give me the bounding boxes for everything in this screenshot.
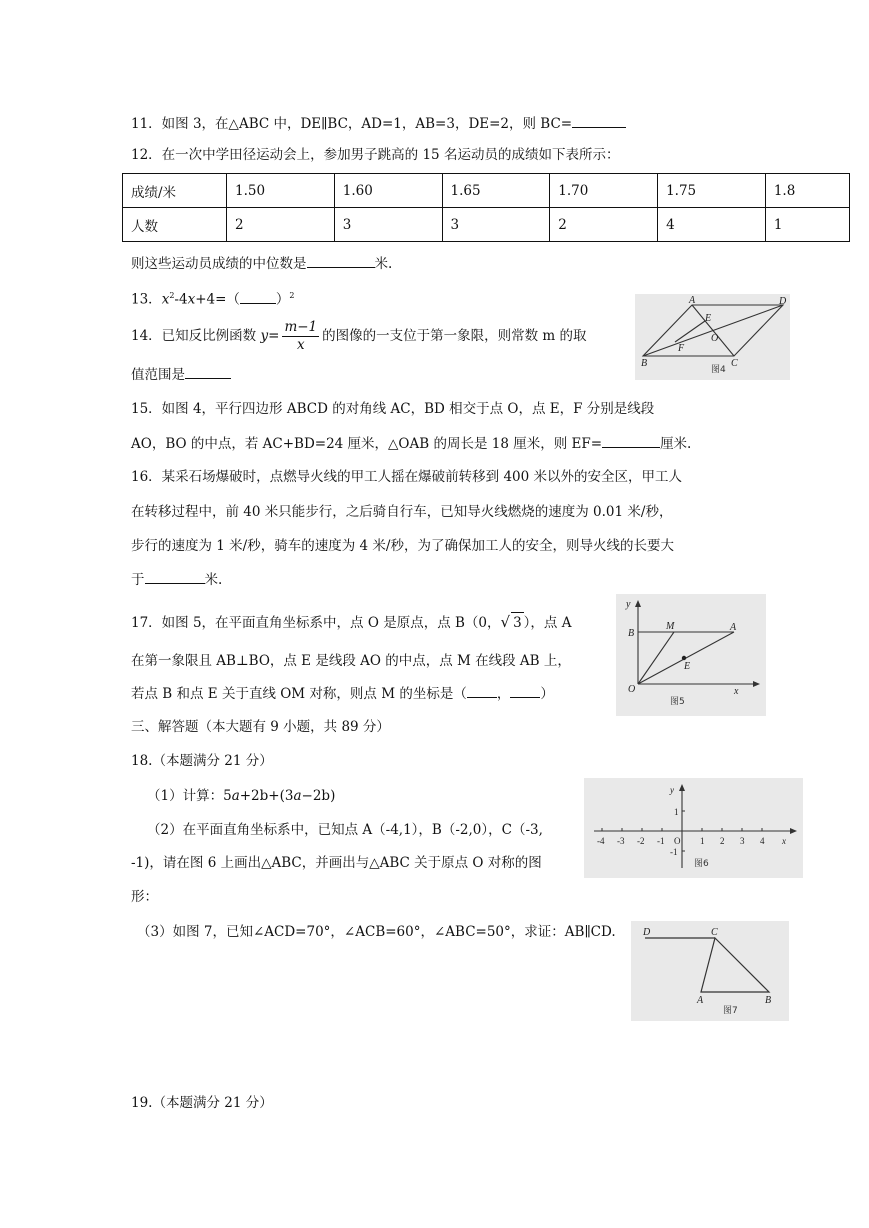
- table-cell: 人数: [123, 208, 227, 242]
- figure-7-diagram: [631, 921, 789, 1021]
- q13-var2: x: [187, 291, 196, 308]
- fig4-label-o: O: [711, 333, 719, 344]
- question-11: [131, 113, 626, 134]
- fig5-label-m: M: [666, 621, 675, 632]
- q15-text1: 15．如图 4，平行四边形 ABCD 的对角线 AC，BD 相交于点 O，点 E，F 分别是线段: [131, 401, 655, 417]
- fig5-label-x: x: [734, 686, 739, 697]
- question-18-part1: [147, 786, 335, 806]
- q14-numerator: m−1: [284, 319, 318, 335]
- q17-sqrt-value: 3: [511, 612, 524, 633]
- q14-line2: [131, 364, 231, 385]
- question-16-line3: [131, 536, 674, 556]
- q14-fraction: [282, 319, 319, 354]
- table-row: [123, 174, 850, 208]
- fig5-caption: 图5: [670, 697, 685, 707]
- fig4-label-a: A: [689, 295, 696, 306]
- fig7-label-a: A: [697, 995, 704, 1006]
- q12-answer-blank[interactable]: [307, 253, 375, 268]
- q17-text1b: ），点 A: [523, 615, 572, 631]
- q12-followup: [131, 253, 392, 274]
- fig7-label-c: C: [711, 927, 718, 938]
- fig6-tick-neg3: -3: [617, 836, 625, 846]
- q16-text2: 在转移过程中，前 40 米只能步行，之后骑自行车，已知导火线燃烧的速度为 0.01 米/秒，: [131, 504, 673, 520]
- q13-close: ）: [275, 291, 290, 308]
- fig4-label-b: B: [641, 358, 648, 369]
- question-18-part2-line2: [131, 853, 542, 873]
- q13-mid: -4: [174, 291, 188, 308]
- q15-answer-blank[interactable]: [602, 433, 660, 448]
- question-12: [131, 145, 619, 165]
- question-18-part3: [137, 922, 616, 942]
- q13-answer-blank[interactable]: [240, 289, 276, 304]
- figure-7: [631, 921, 789, 1021]
- fig4-caption: 图4: [711, 365, 726, 375]
- q14-answer-blank[interactable]: [185, 364, 231, 379]
- q13-exp: 2: [169, 291, 175, 300]
- fig5-label-b: B: [628, 628, 635, 639]
- question-15-line1: [131, 399, 654, 419]
- fig6-tick-neg4: -4: [597, 836, 605, 846]
- q15-text2: AO，BO 的中点，若 AC+BD=24 厘米，△OAB 的周长是 18 厘米，则 EF=: [131, 436, 603, 452]
- q18-p2-text1: （2）在平面直角坐标系中，已知点 A（-4,1），B（-2,0），C（-3,: [147, 822, 543, 838]
- q18-p2-text2: -1)，请在图 6 上画出△ABC，并画出与△ABC 关于原点 O 对称的图: [131, 855, 542, 871]
- q18-title-text: 18.（本题满分 21 分）: [131, 753, 273, 769]
- fig6-tick-neg1: -1: [657, 836, 665, 846]
- scores-table: [122, 173, 850, 242]
- q18-p2-text3: 形：: [131, 889, 158, 905]
- question-15-line2: [131, 433, 691, 454]
- q17-text1: 17．如图 5，在平面直角坐标系中，点 O 是原点，点 B（0，: [131, 615, 501, 631]
- question-17-line2: [131, 651, 571, 671]
- fig5-label-e: E: [684, 661, 691, 672]
- table-cell: 3: [334, 208, 442, 242]
- section-3-text: 三、解答题（本大题有 9 小题，共 89 分）: [131, 719, 390, 735]
- q12-after-text: 则这些运动员成绩的中位数是: [131, 256, 307, 272]
- q16-text3: 步行的速度为 1 米/秒，骑车的速度为 4 米/秒，为了确保加工人的安全，则导火线的长要大: [131, 538, 674, 554]
- q14-line2-text: 值范围是: [131, 367, 185, 383]
- q17-comma: ，: [496, 686, 511, 702]
- question-18-part2-line1: [147, 820, 543, 840]
- figure-5-diagram: [616, 594, 766, 716]
- q18-p1-b: +2b+(3: [239, 788, 294, 804]
- q14-suffix: 的图像的一支位于第一象限，则常数 m 的取: [322, 328, 587, 344]
- question-18-part2-line3: [131, 887, 158, 907]
- q18-p1-a: （1）计算：5: [147, 788, 232, 804]
- q13-var: x: [161, 291, 170, 308]
- q17-text3: 若点 B 和点 E 关于直线 OM 对称，则点 M 的坐标是（: [131, 686, 467, 702]
- fig6-label-y: y: [670, 785, 674, 795]
- fig4-label-c: C: [731, 358, 738, 369]
- question-16-line1: [131, 467, 682, 487]
- question-17-line3: [131, 683, 554, 704]
- fig6-origin: O: [674, 836, 681, 846]
- q12-text: 12．在一次中学田径运动会上，参加男子跳高的 15 名运动员的成绩如下表所示：: [131, 147, 620, 163]
- question-16-line2: [131, 502, 672, 522]
- table-cell: 1.65: [442, 174, 550, 208]
- q13-tail: +4=（: [195, 291, 240, 308]
- figure-6: [584, 778, 803, 878]
- question-16-line4: [131, 569, 222, 590]
- q17-close: ）: [540, 686, 554, 702]
- q16-answer-blank[interactable]: [145, 569, 205, 584]
- figure-4: [635, 294, 790, 380]
- fig6-tick-neg2: -2: [637, 836, 645, 846]
- q18-p1-var-b: a: [293, 788, 302, 804]
- q14-text: 14．已知反比例函数: [131, 328, 257, 344]
- q16-text4: 于: [131, 572, 145, 588]
- q17-answer-blank-y[interactable]: [510, 683, 540, 698]
- q14-eq: =: [268, 328, 280, 344]
- q13-number: 13．: [131, 291, 162, 308]
- table-cell: 1.60: [334, 174, 442, 208]
- q14-denominator: x: [296, 337, 305, 353]
- q18-p1-var-a: a: [231, 788, 240, 804]
- table-cell: 成绩/米: [123, 174, 227, 208]
- q12-unit: 米.: [374, 256, 393, 272]
- q19-title-text: 19.（本题满分 21 分）: [131, 1095, 273, 1111]
- table-cell: 1: [765, 208, 849, 242]
- table-cell: 1.8: [765, 174, 849, 208]
- q14-y: y: [260, 328, 269, 344]
- table-row: [123, 208, 850, 242]
- question-14: [131, 318, 587, 354]
- table-cell: 1.75: [658, 174, 766, 208]
- q15-unit: 厘米.: [660, 436, 692, 452]
- figure-6-coordinate-axes: [584, 778, 803, 878]
- section-3-heading: [131, 717, 390, 737]
- q11-text: 11．如图 3，在△ABC 中，DE∥BC，AD=1，AB=3，DE=2，则 BC=: [131, 116, 573, 132]
- fig6-tick-2: 2: [720, 836, 725, 846]
- fig6-tick-yneg1: -1: [670, 847, 678, 857]
- q16-unit: 米.: [204, 572, 223, 588]
- fig7-caption: 图7: [723, 1006, 738, 1016]
- table-cell: 1.50: [227, 174, 335, 208]
- table-cell: 4: [658, 208, 766, 242]
- figure-4-diagram: [635, 294, 790, 380]
- table-cell: 2: [550, 208, 658, 242]
- fig5-label-o: O: [628, 684, 636, 695]
- fig6-tick-y1: 1: [674, 807, 679, 817]
- q17-answer-blank-x[interactable]: [467, 683, 497, 698]
- fig6-label-x: x: [782, 836, 786, 846]
- fig4-label-f: F: [678, 343, 685, 354]
- q18-p1-c: −2b): [301, 788, 336, 804]
- fig6-caption: 图6: [694, 859, 709, 869]
- q11-answer-blank[interactable]: [572, 113, 626, 128]
- q13-exp2: 2: [289, 291, 295, 300]
- q18-p3-text: （3）如图 7，已知∠ACD=70°，∠ACB=60°，∠ABC=50°，求证：AB∥CD.: [137, 924, 616, 940]
- fig4-label-e: E: [705, 313, 712, 324]
- point-e-marker: [682, 656, 686, 660]
- table-cell: 3: [442, 208, 550, 242]
- fig6-tick-3: 3: [740, 836, 745, 846]
- fig5-label-y: y: [626, 599, 631, 610]
- fig6-tick-4: 4: [760, 836, 765, 846]
- fig6-tick-1: 1: [700, 836, 705, 846]
- q16-text1: 16．某采石场爆破时，点燃导火线的甲工人摇在爆破前转移到 400 米以外的安全区，甲工人: [131, 469, 683, 485]
- q17-text2: 在第一象限且 AB⊥BO，点 E 是线段 AO 的中点，点 M 在线段 AB 上，: [131, 653, 571, 669]
- fig5-label-a: A: [730, 622, 737, 633]
- fig7-label-b: B: [765, 995, 772, 1006]
- fig4-label-d: D: [779, 296, 787, 307]
- fig7-label-d: D: [643, 927, 651, 938]
- table-cell: 1.70: [550, 174, 658, 208]
- question-19-title: [131, 1093, 273, 1113]
- question-18-title: [131, 751, 273, 771]
- question-13: [131, 286, 295, 310]
- figure-5: [616, 594, 766, 716]
- question-17-line1: 17．如图 5，在平面直角坐标系中，点 O 是原点，点 B（0，√ 3 ），点 A: [131, 613, 572, 631]
- table-cell: 2: [227, 208, 335, 242]
